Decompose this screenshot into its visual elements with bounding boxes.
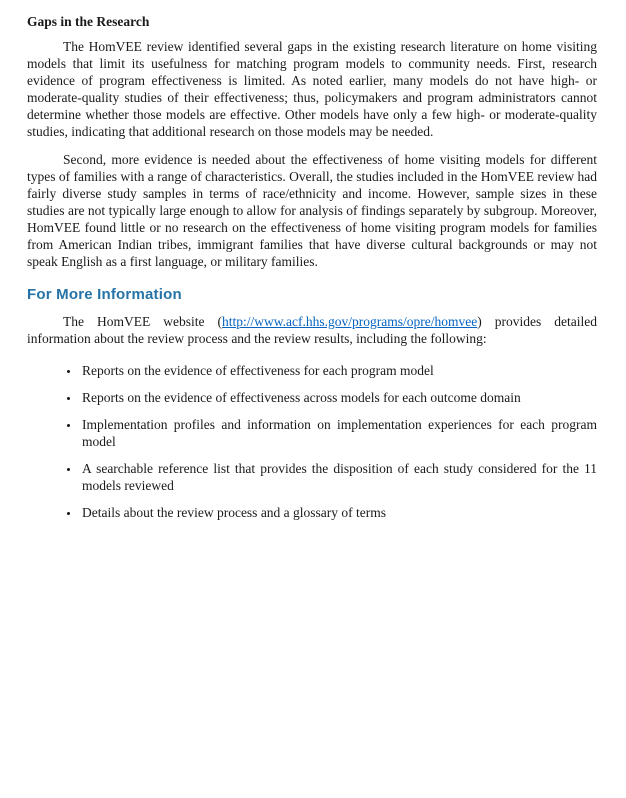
more-info-text-after-link: ) provides detailed information about the review process and the review results, including the following: (27, 314, 597, 346)
list-item-text: Reports on the evidence of effectiveness across models for each outcome domain (82, 390, 521, 405)
homvee-website-link[interactable]: http://www.acf.hhs.gov/programs/opre/homvee (222, 314, 478, 329)
list-item (80, 362, 597, 379)
list-item-text: Details about the review process and a glossary of terms (82, 505, 387, 520)
paragraph-gaps-2: Second, more evidence is needed about the effectiveness of home visiting models for different types of families with a range of characteristics. Overall, the studies included in the HomVEE review had fairly diverse study samples in terms of race/ethnicity and income. However, sample sizes in these studies are not typically large enough to allow for analysis of findings separately by subgroup. Moreover, HomVEE found little or no research on the effectiveness of home visiting program models for families from American Indian tribes, immigrant families that have diverse cultural backgrounds or may not speak English as a first language, or military families. (27, 152, 597, 269)
list-item (80, 389, 597, 406)
list-item-text: Reports on the evidence of effectiveness for each program model (82, 363, 434, 378)
paragraph-gaps-1: The HomVEE review identified several gaps in the existing research literature on home visiting models that limit its usefulness for matching program models to community needs. First, research evidence of program effectiveness is limited. As noted earlier, many models do not have high- or moderate-quality studies of their effectiveness; thus, policymakers and program administrators cannot determine whether those models are effective. Other models have only a few high- or moderate-quality studies, indicating that additional research on those models may be needed. (27, 39, 597, 139)
section-heading-gaps-in-the-research: Gaps in the Research (27, 14, 150, 29)
list-item-text: A searchable reference list that provides the disposition of each study considered for the 11 models reviewed (82, 461, 597, 493)
more-info-text-before-link: The HomVEE website ( (63, 314, 223, 329)
more-info-bullet-list (27, 362, 597, 521)
list-item-text: Implementation profiles and information on implementation experiences for each program model (82, 417, 597, 449)
paragraph-more-info (27, 313, 597, 347)
list-item (80, 416, 597, 450)
list-item (80, 460, 597, 494)
list-item (80, 504, 597, 521)
section-heading-for-more-information: For More Information (27, 286, 182, 303)
